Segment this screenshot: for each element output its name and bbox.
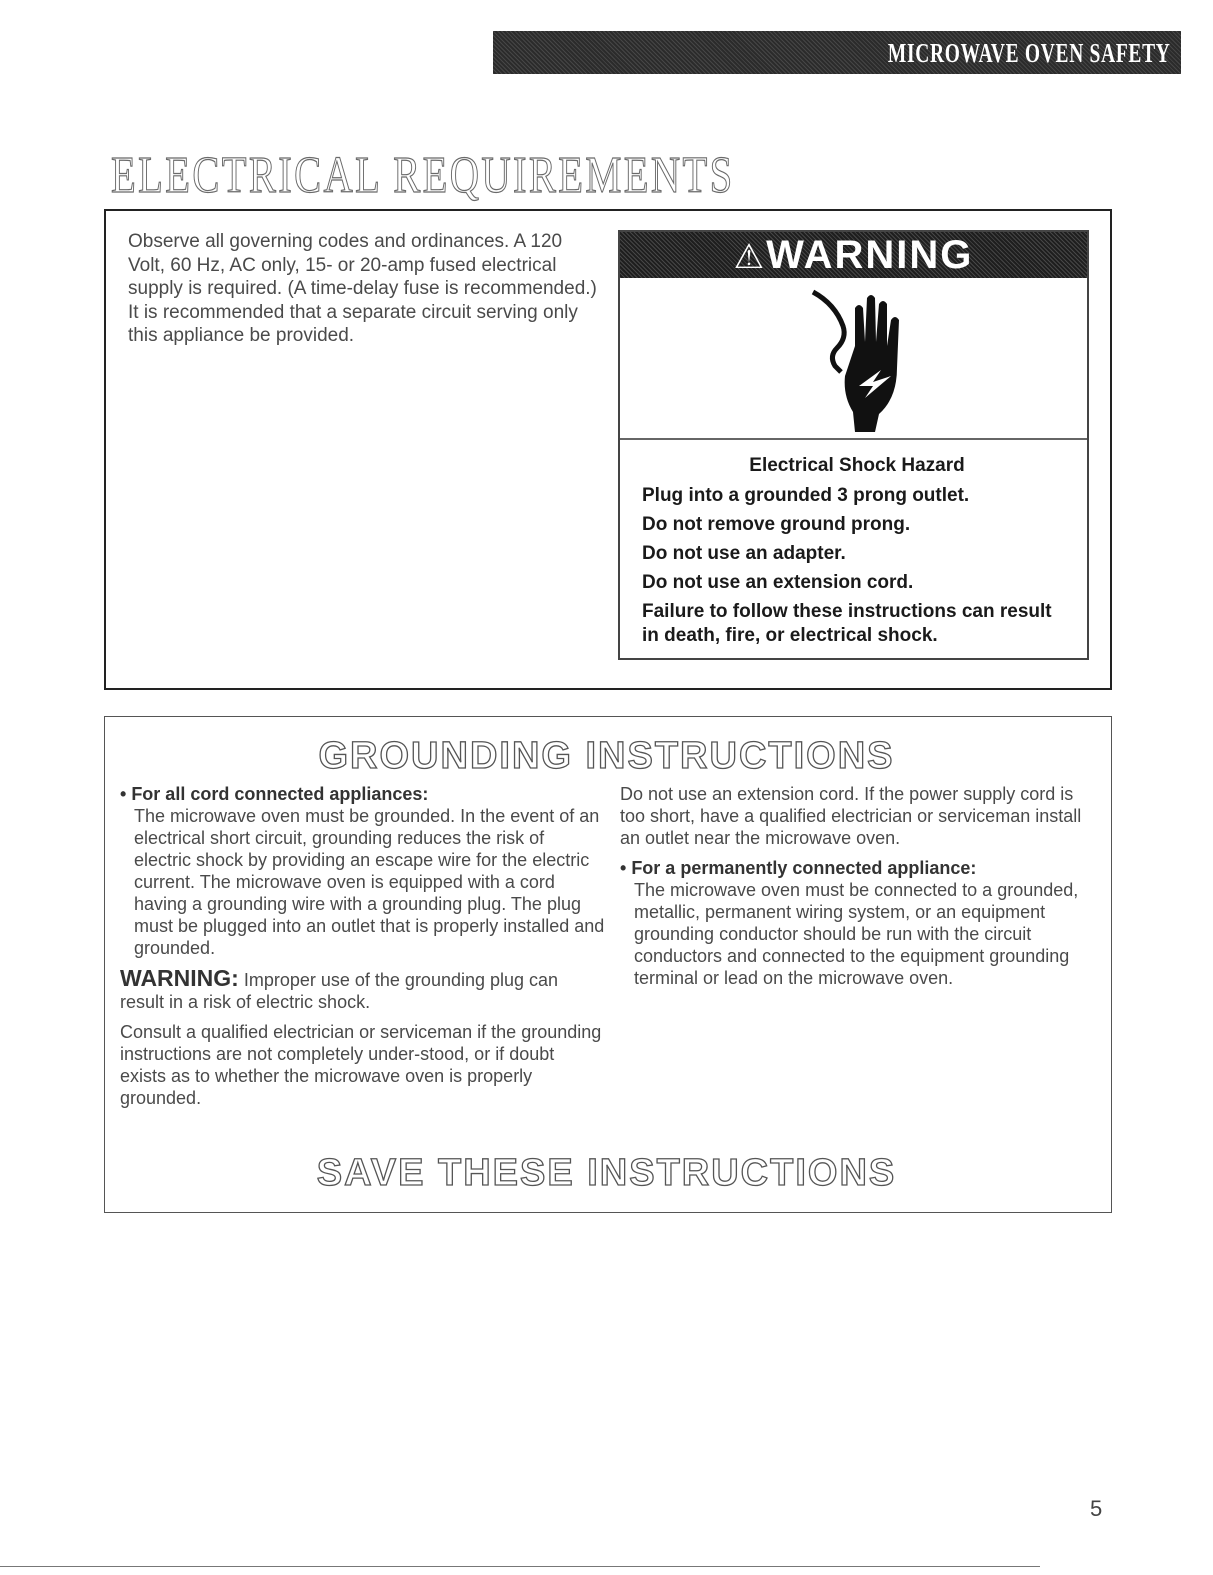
bullet-icon: • [120, 784, 132, 804]
footer-rule [0, 1566, 1040, 1567]
grounding-left-column [120, 783, 605, 1109]
warning-pictogram [620, 278, 1087, 440]
warning-text [642, 454, 1072, 653]
bullet-icon: • [620, 858, 632, 878]
cord-connected-text: The microwave oven must be grounded. In the event of an electrical short circuit, grounding reduces the risk of electric shock by providing an escape wire for the electric current. The microwave oven is equipped with a cord having a grounding wire with a grounding plug. The plug must be plugged into an outlet that is properly installed and grounded. [134, 806, 605, 958]
warning-line: Do not use an extension cord. [642, 572, 914, 593]
permanently-connected-text: The microwave oven must be connected to a grounded, metallic, permanent wiring system, or an equipment grounding conductor should be run with the circuit conductors and connected to the equipment grounding terminal or lead on the microwave oven. [634, 880, 1079, 988]
consult-text: Consult a qualified electrician or serviceman if the grounding instructions are not completely under-stood, or if doubt exists as to whether the microwave oven is properly grounded. [120, 1022, 602, 1108]
bullet-cord-connected [120, 783, 605, 805]
grounding-warning-text: Improper use of the grounding plug can result in a risk of electric shock. [120, 970, 559, 1012]
grounding-right-column [620, 783, 1090, 989]
bullet-title: For a permanently connected appliance: [631, 858, 977, 878]
warning-box [618, 230, 1089, 660]
warning-title [620, 234, 1087, 278]
grounding-warning [120, 967, 605, 1013]
page-number: 5 [1090, 1496, 1103, 1521]
warning-line: Failure to follow these instructions can result in death, fire, or electrical shock. [642, 601, 1052, 646]
warning-hazard: Electrical Shock Hazard [749, 455, 965, 476]
bullet-title: For all cord connected appliances: [131, 784, 429, 804]
electric-shock-hand-icon [805, 286, 915, 436]
grounding-title: GROUNDING INSTRUCTIONS [318, 735, 895, 777]
warning-title-text: WARNING [766, 233, 974, 277]
extension-cord-text: Do not use an extension cord. If the power supply cord is too short, have a qualified electrician or serviceman install an outlet near the microwave oven. [620, 784, 1082, 848]
header-band [493, 31, 1181, 74]
intro-text: Observe all governing codes and ordinances. A 120 Volt, 60 Hz, AC only, 15- or 20-amp fused electrical supply is required. (A time-delay fuse is recommended.) It is recommended that a separate circuit serving only this appliance be provided. [128, 231, 597, 346]
warning-line: Plug into a grounded 3 prong outlet. [642, 485, 970, 506]
grounding-warning-label: WARNING: [120, 965, 239, 991]
warning-banner [620, 232, 1087, 278]
save-instructions: SAVE THESE INSTRUCTIONS [316, 1152, 897, 1194]
bullet-permanently-connected [620, 857, 1090, 879]
warning-line: Do not remove ground prong. [642, 514, 911, 535]
warning-triangle-icon: ⚠ [733, 238, 767, 276]
section-title: ELECTRICAL REQUIREMENTS [111, 147, 735, 204]
header-section-label: MICROWAVE OVEN SAFETY [888, 38, 1171, 68]
warning-line: Do not use an adapter. [642, 543, 846, 564]
